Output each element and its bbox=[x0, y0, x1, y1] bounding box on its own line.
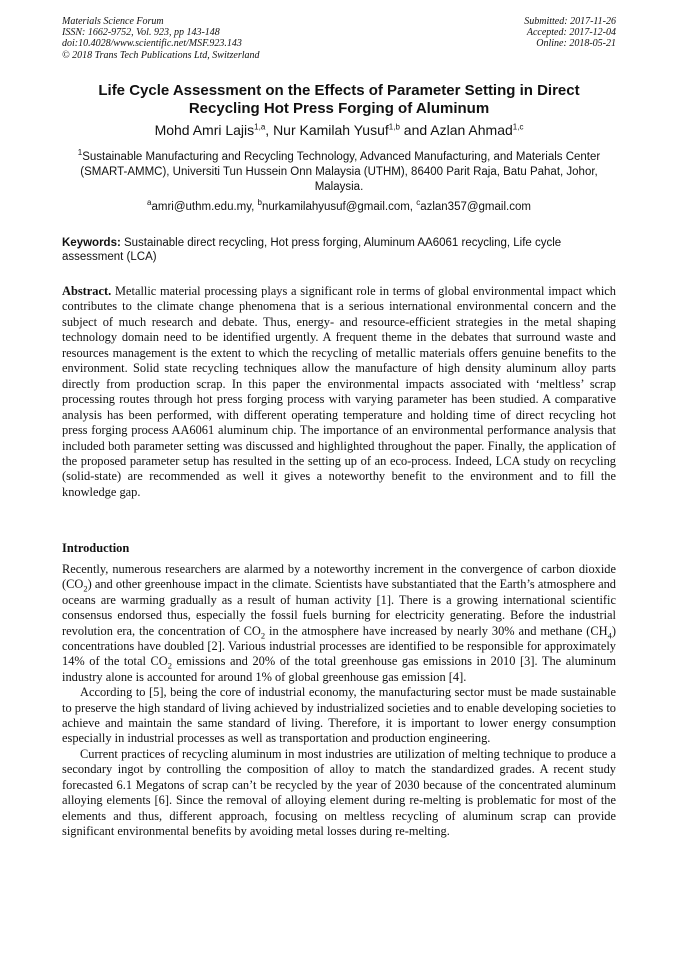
online-date: Online: 2018-05-21 bbox=[536, 38, 616, 50]
subscript: 2 bbox=[260, 630, 266, 641]
intro-text: Recently, numerous researchers are alarmed by a noteworthy increment in the convergence of carbon dioxide (CO bbox=[62, 562, 616, 592]
intro-text: ) and other greenhouse impact in the climate. Scientists have substantiated that the Earth’s atmosphere and oceans are warming gradually as a result of human activity [1]. There is a growing international scientific consensus endorsed thus, especially the fossil fuels burning for electricity generating. Before the industrial revolution era, the concentration of CO bbox=[62, 577, 616, 638]
intro-text: in the atmosphere have increased by nearly 30% and methane (CH bbox=[265, 623, 608, 638]
keywords bbox=[62, 236, 616, 264]
subscript: 2 bbox=[83, 583, 88, 594]
author-emails bbox=[62, 200, 616, 214]
title-line-2: Recycling Hot Press Forging of Aluminum bbox=[188, 100, 490, 117]
author-1: Mohd Amri Lajis bbox=[154, 122, 255, 138]
abstract-label: Abstract. bbox=[62, 284, 112, 298]
email-b[interactable]: nurkamilahyusuf@gmail.com bbox=[261, 201, 410, 213]
doi-line: doi:10.4028/www.scientific.net/MSF.923.143 bbox=[62, 38, 242, 50]
email-marker: c bbox=[416, 198, 421, 208]
intro-text: ) concentrations have doubled [2]. Various industrial processes are identified to be responsible for approximately 14% of the total CO bbox=[62, 623, 616, 669]
submitted-date: Submitted: 2017-11-26 bbox=[524, 16, 616, 27]
author-list bbox=[62, 122, 616, 139]
abstract bbox=[62, 284, 616, 500]
email-separator: , bbox=[409, 201, 417, 213]
author-2: Nur Kamilah Yusuf bbox=[273, 122, 389, 138]
intro-paragraph-2: According to [5], being the core of industrial economy, the manufacturing sector must be made sustainable to preserve the high standard of living achieved by industrialized societies and to enable developing societies to achieve and maintain the same standard of living. Therefore, it is important to lower energy consumption especially in industrial processes as well as transportation and production engineering. bbox=[62, 685, 616, 746]
copyright-line: © 2018 Trans Tech Publications Ltd, Switzerland bbox=[62, 49, 260, 61]
intro-paragraph-3: Current practices of recycling aluminum in most industries are utilization of melting technique to produce a secondary ingot by controlling the composition of alloy to match the standardized grades. A recent study forecasted 6.1 Megatons of scrap can’t be recycled by the year of 2030 because of the concentrated aluminum alloying elements [6]. Since the removal of alloying element during re-melting is problematic for most of the elements and thus, different approach, focusing on meltless recycling of aluminum scrap can provide significant environmental benefits by avoiding metal losses during re-melting. bbox=[62, 746, 616, 838]
abstract-text: Metallic material processing plays a significant role in terms of global environmental impact which contributes to the climate change phenomena that is a serious international environmental concern and the subject of much research and debate. Thus, energy- and resource-efficient strategies in the metal shaping technology domain need to be identified urgently. A frequent theme in the debates that surround waste and resources management is the extent to which the recycling of metallic materials offers genuine benefits to the environment. Solid state recycling techniques allow the manufacture of high density aluminum alloy parts directly from production scrap. In this paper the environmental impacts associated with ‘meltless’ scrap processing routes through hot press forging process with varying parameter has been studied. A comparative analysis has been performed, with different operating temperature and holding time of direct recycling hot press forging process AA6061 aluminum chip. The importance of an environmental performance analysis that included both parameter setting was discussed and highlighted throughout the paper. Finally, the application of the proposed parameter setup has resulted in the setting up of an eco-process. Indeed, LCA study on recycling (solid-state) are recommended as well it gives a noteworthy benefit to the environment and to fill the knowledge gap. bbox=[62, 284, 616, 499]
author-separator: and bbox=[399, 122, 431, 138]
author-separator: , bbox=[265, 122, 274, 138]
accepted-date: Accepted: 2017-12-04 bbox=[526, 27, 616, 39]
affiliation-text: Sustainable Manufacturing and Recycling Technology, Advanced Manufacturing, and Materials Center (SMART-AMMC), Universiti Tun Hussein Onn Malaysia (UTHM), 86400 Parit Raja, Batu Pahat, Johor, Malaysia. bbox=[80, 151, 601, 193]
email-marker: b bbox=[257, 198, 262, 208]
affiliation-marker: 1 bbox=[77, 148, 83, 158]
keywords-text: Sustainable direct recycling, Hot press forging, Aluminum AA6061 recycling, Life cycle assessment (LCA) bbox=[62, 237, 562, 263]
author-3: Azlan Ahmad bbox=[430, 122, 513, 138]
email-marker: a bbox=[147, 198, 152, 208]
paper-title bbox=[62, 82, 616, 118]
subscript: 4 bbox=[607, 630, 612, 641]
email-separator: , bbox=[251, 201, 258, 213]
journal-header-right bbox=[524, 16, 616, 50]
affiliation bbox=[62, 150, 616, 195]
email-a[interactable]: amri@uthm.edu.my bbox=[151, 201, 252, 213]
author-2-affil: 1,b bbox=[388, 122, 400, 132]
keywords-label: Keywords: bbox=[62, 237, 121, 249]
intro-paragraph-1 bbox=[62, 562, 616, 685]
section-heading-introduction: Introduction bbox=[62, 541, 130, 555]
subscript: 2 bbox=[167, 660, 172, 671]
introduction-body bbox=[62, 562, 616, 839]
journal-header-left bbox=[62, 16, 260, 61]
title-line-1: Life Cycle Assessment on the Effects of Parameter Setting in Direct bbox=[98, 82, 580, 99]
issn-line: ISSN: 1662-9752, Vol. 923, pp 143-148 bbox=[62, 27, 220, 39]
email-c[interactable]: azlan357@gmail.com bbox=[420, 201, 531, 213]
author-3-affil: 1,c bbox=[512, 122, 524, 132]
intro-text: emissions and 20% of the total greenhouse gas emissions in 2010 [3]. The aluminum industry alone is accounted for around 1% of global greenhouse gas emission [4]. bbox=[62, 654, 616, 684]
author-1-affil: 1,a bbox=[254, 122, 266, 132]
journal-name: Materials Science Forum bbox=[62, 16, 164, 27]
